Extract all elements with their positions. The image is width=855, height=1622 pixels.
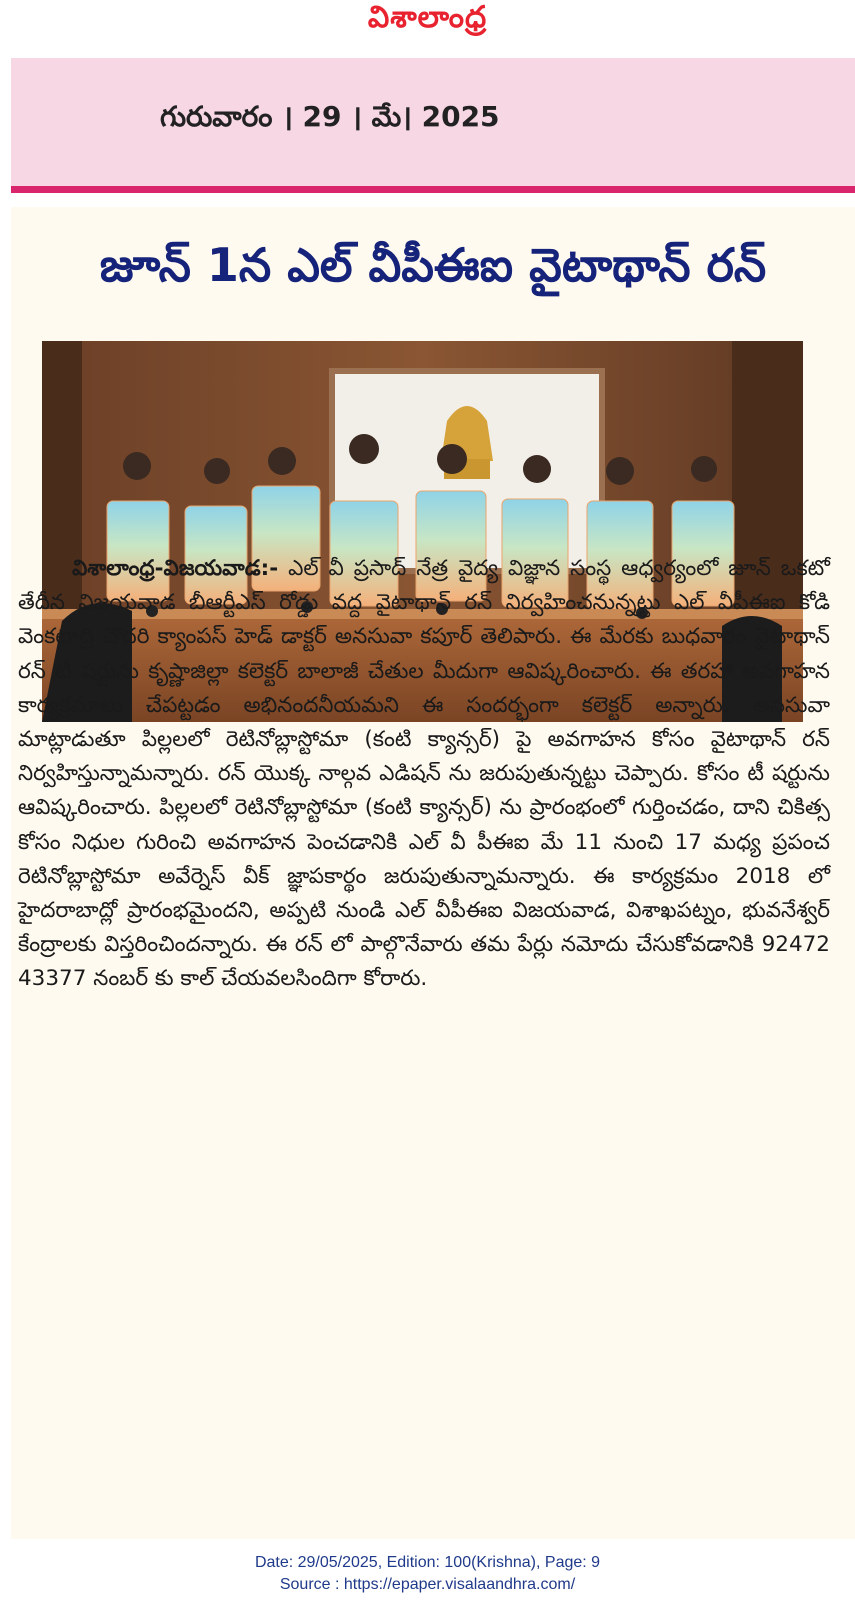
clipping-footer xyxy=(0,1552,855,1596)
article-body xyxy=(18,552,830,997)
issue-date: గురువారం । 29 । మే। 2025 xyxy=(160,100,500,133)
article-dateline: విశాలాంధ్ర-విజయవాడ:- xyxy=(72,556,279,581)
masthead xyxy=(0,0,855,50)
footer-edition-info: Date: 29/05/2025, Edition: 100(Krishna), Page: 9 xyxy=(254,1554,601,1571)
footer-source: Source : https://epaper.visalaandhra.com/ xyxy=(279,1576,576,1593)
date-band-divider xyxy=(11,186,855,193)
article-body-text: ఎల్ వీ ప్రసాద్ నేత్ర వైద్య విజ్ఞాన సంస్థ ఆధ్వర్యంలో జూన్ ఒకటో తేదీన విజయవాడ బీఆర్టీఎస్ రోడ్డు వద్ద వైటాథాన్ రన్ నిర్వహించనున్నట్టు ఎల్ వీపీఈఐ కోడి వెంకటాద్రి చౌదరి క్యాంపస్ హెడ్ డాక్టర్ అనసువా కపూర్ తెలిపారు. ఈ మేరకు బుధవారం వైటాథాన్ రన్ టీ షర్టును కృష్ణాజిల్లా కలెక్టర్ బాలాజీ చేతుల మీదుగా ఆవిష్కరించారు. ఈ తరహా అవగాహన కార్యక్రమాలు చేపట్టడం అభినందనీయమని ఈ సందర్భంగా కలెక్టర్ అన్నారు. అనసువా మాట్లాడుతూ పిల్లలలో రెటినోబ్లాస్టోమా (కంటి క్యాన్సర్) పై అవగాహన కోసం వైటాథాన్ రన్ నిర్వహిస్తున్నామన్నారు. రన్ యొక్క నాల్గవ ఎడిషన్ ను జరుపుతున్నట్టు చెప్పారు. కోసం టీ షర్టును ఆవిష్కరించారు. పిల్లలలో రెటినోబ్లాస్టోమా (కంటి క్యాన్సర్) ను ప్రారంభంలో గుర్తించడం, దాని చికిత్స కోసం నిధుల గురించి అవగాహన పెంచడానికి ఎల్ వీ పీఈఐ మే 11 నుంచి 17 మధ్య ప్రపంచ రెటినోబ్లాస్టోమా అవేర్నెస్ వీక్ జ్ఞాపకార్థం జరుపుతున్నామన్నారు. ఈ కార్యక్రమం 2018 లో హైదరాబాద్లో ప్రారంభమైందని, అప్పటి నుండి ఎల్ వీపీఈఐ విజయవాడ, విశాఖపట్నం, భువనేశ్వర్ కేంద్రాలకు విస్తరించిందన్నారు. ఈ రన్ లో పాల్గొనేవారు తమ పేర్లు నమోదు చేసుకోవడానికి 92472 43377 నంబర్ కు కాల్ చేయవలసిందిగా కోరారు. xyxy=(18,556,830,992)
newspaper-logo: విశాలాంధ్ర xyxy=(367,0,488,35)
article-headline: జూన్ 1న ఎల్ వీపీఈఐ వైటాథాన్ రన్ xyxy=(99,238,767,292)
